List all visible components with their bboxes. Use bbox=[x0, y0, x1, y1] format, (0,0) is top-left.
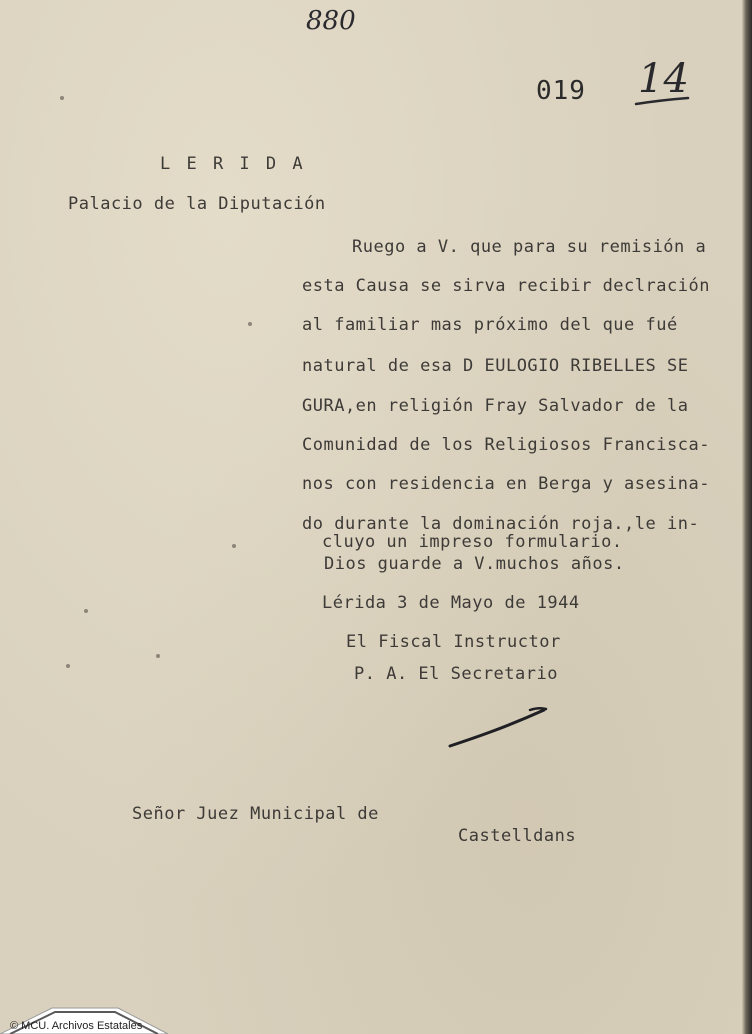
body-line: GURA,en religión Fray Salvador de la bbox=[302, 396, 689, 416]
body-line: al familiar mas próximo del que fué bbox=[302, 315, 678, 335]
body-line: Ruego a V. que para su remisión a bbox=[352, 237, 707, 257]
paper-speck bbox=[66, 664, 70, 668]
body-line: cluyo un impreso formulario. bbox=[322, 532, 623, 552]
body-line: esta Causa se sirva recibir declración bbox=[302, 276, 710, 296]
signer-title: El Fiscal Instructor bbox=[346, 632, 561, 652]
body-line: Comunidad de los Religiosos Francisca- bbox=[302, 435, 710, 455]
body-line: natural de esa D EULOGIO RIBELLES SE bbox=[302, 356, 689, 376]
page-edge-shadow bbox=[742, 0, 752, 1034]
body-line: nos con residencia en Berga y asesina- bbox=[302, 474, 710, 494]
signer-delegate: P. A. El Secretario bbox=[354, 664, 558, 684]
paper-speck bbox=[156, 654, 160, 658]
closing-place-date: Lérida 3 de Mayo de 1944 bbox=[322, 593, 580, 613]
page-number: 14 bbox=[638, 56, 689, 102]
page-number-underline bbox=[632, 92, 692, 108]
body-line: do durante la dominación roja.,le in- bbox=[302, 514, 700, 534]
archive-copyright: © MCU. Archivos Estatales bbox=[10, 1020, 143, 1032]
signature-flourish bbox=[444, 700, 554, 756]
address-city: L E R I D A bbox=[160, 154, 306, 174]
addressee-line1: Señor Juez Municipal de bbox=[132, 804, 379, 824]
paper-speck bbox=[232, 544, 236, 548]
reference-number: 019 bbox=[536, 76, 586, 106]
closing-salutation: Dios guarde a V.muchos años. bbox=[324, 554, 625, 574]
paper-speck bbox=[248, 322, 252, 326]
addressee-line2: Castelldans bbox=[458, 826, 577, 846]
paper-speck bbox=[84, 609, 88, 613]
paper-speck bbox=[60, 96, 64, 100]
folio-number: 880 bbox=[306, 6, 356, 36]
address-building: Palacio de la Diputación bbox=[68, 194, 326, 214]
